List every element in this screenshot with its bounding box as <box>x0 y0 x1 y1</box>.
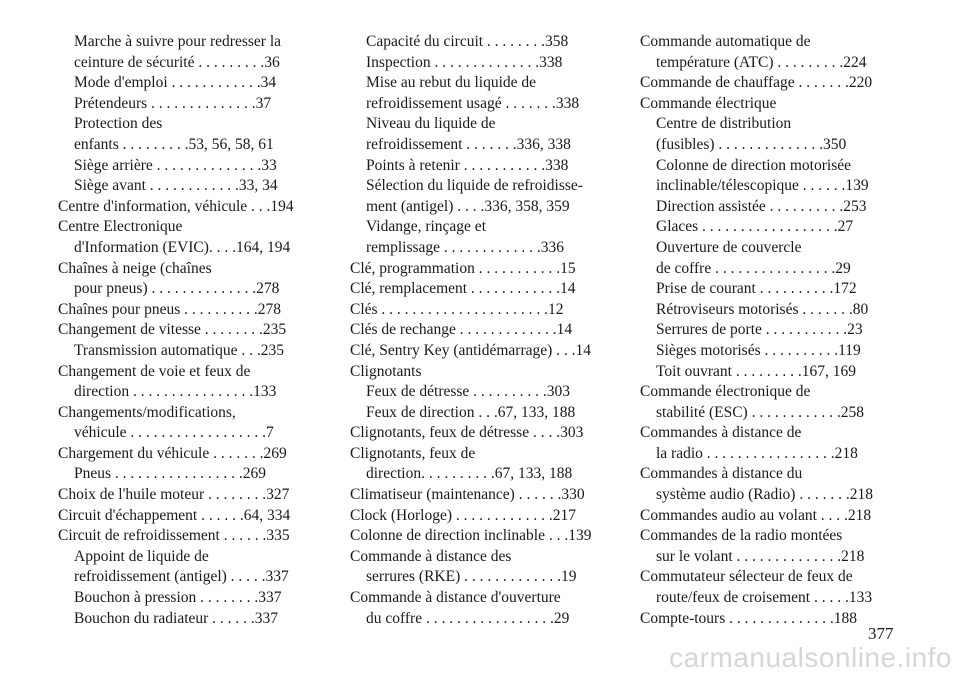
index-entry: Clock (Horloge) . . . . . . . . . . . . .217 <box>350 506 577 524</box>
index-entry: Sélection du liquide de refroidisse- <box>366 177 583 195</box>
index-entry: Prétendeurs . . . . . . . . . . . . . .37 <box>74 94 272 112</box>
index-entry: Marche à suivre pour redresser la <box>74 33 282 50</box>
index-entry: Glaces . . . . . . . . . . . . . . . . . .27 <box>656 218 854 236</box>
index-entry: enfants . . . . . . . . .53, 56, 58, 61 <box>74 135 274 153</box>
index-entry: Appoint de liquide de <box>74 547 209 565</box>
index-entry: d'Information (EVIC). . . .164, 194 <box>74 238 291 256</box>
index-entry: Commande électrique <box>640 94 777 112</box>
index-entry: Chaînes à neige (chaînes <box>58 259 212 277</box>
index-entry: Centre Electronique <box>58 218 183 236</box>
index-entry: Clignotants, feux de <box>350 444 476 462</box>
index-entry: Clignotants, feux de détresse . . . .303 <box>350 424 584 442</box>
index-entry: Chaînes pour pneus . . . . . . . . . .278 <box>58 300 282 318</box>
index-entry: direction . . . . . . . . . . . . . . . .133 <box>74 383 277 401</box>
index-entry: Changement de vitesse . . . . . . . .235 <box>58 321 287 339</box>
index-entry: Siège avant . . . . . . . . . . . .33, 34 <box>74 177 278 195</box>
index-column-2 <box>350 32 608 629</box>
index-entry: Bouchon à pression . . . . . . . .337 <box>74 589 282 607</box>
index-entry: Centre d'information, véhicule . . .194 <box>58 197 294 215</box>
index-entry: direction. . . . . . . . . .67, 133, 188 <box>366 465 573 483</box>
index-entry: Commande automatique de <box>640 33 811 50</box>
index-entry: Rétroviseurs motorisés . . . . . . .80 <box>656 300 869 318</box>
index-entry: Choix de l'huile moteur . . . . . . . .327 <box>58 486 290 504</box>
index-entry: Capacité du circuit . . . . . . . .358 <box>366 33 569 50</box>
index-entry: Feux de détresse . . . . . . . . . .303 <box>366 383 571 401</box>
index-entry: refroidissement . . . . . . .336, 338 <box>366 135 571 153</box>
index-entry: de coffre . . . . . . . . . . . . . . . .29 <box>656 259 851 277</box>
index-entry: Clé, programmation . . . . . . . . . . .15 <box>350 259 576 277</box>
index-entry: Commande électronique de <box>640 383 811 401</box>
index-entry: Feux de direction . . .67, 133, 188 <box>366 403 576 421</box>
watermark: carmanualsonline.info <box>669 642 952 673</box>
index-entry: refroidissement (antigel) . . . . .337 <box>74 568 289 586</box>
index-entry: Mise au rebut du liquide de <box>366 74 537 92</box>
index-entry: Changement de voie et feux de <box>58 362 251 380</box>
index-entry: Climatiseur (maintenance) . . . . . .330 <box>350 486 585 504</box>
index-entry: Ouverture de couvercle <box>656 238 802 256</box>
index-entry: la radio . . . . . . . . . . . . . . . . .218 <box>656 444 858 462</box>
page-number: 377 <box>868 624 894 643</box>
index-entry: Commande à distance d'ouverture <box>350 589 561 607</box>
index-entry: Direction assistée . . . . . . . . . .253 <box>656 197 867 215</box>
index-entry: Siège arrière . . . . . . . . . . . . . .33 <box>74 156 277 174</box>
index-column-3 <box>640 32 898 629</box>
index-entry: Clé, Sentry Key (antidémarrage) . . .14 <box>350 341 592 359</box>
index-entry: Mode d'emploi . . . . . . . . . . . .34 <box>74 74 277 92</box>
index-entry: Clés de rechange . . . . . . . . . . . . .14 <box>350 321 573 339</box>
index-entry: Serrures de porte . . . . . . . . . . .23 <box>656 321 863 339</box>
index-entry: température (ATC) . . . . . . . . .224 <box>656 53 867 71</box>
index-entry: Commande de chauffage . . . . . . .220 <box>640 74 873 92</box>
index-entry: Circuit d'échappement . . . . . .64, 334 <box>58 506 291 524</box>
index-entry: ment (antigel) . . . .336, 358, 359 <box>366 197 570 215</box>
index-entry: Commandes audio au volant . . . .218 <box>640 506 872 524</box>
index-entry: serrures (RKE) . . . . . . . . . . . . .19 <box>366 568 577 586</box>
index-entry: Compte-tours . . . . . . . . . . . . . .188 <box>640 609 857 627</box>
index-entry: route/feux de croisement . . . . .133 <box>656 589 873 607</box>
index-entry: Commande à distance des <box>350 547 512 565</box>
index-entry: Colonne de direction motorisée <box>656 156 851 174</box>
index-entry: Bouchon du radiateur . . . . . .337 <box>74 609 279 627</box>
index-entry: véhicule . . . . . . . . . . . . . . . . . .7 <box>74 424 274 442</box>
index-entry: Circuit de refroidissement . . . . . .335 <box>58 527 290 545</box>
index-entry: Pneus . . . . . . . . . . . . . . . . .269 <box>74 465 267 483</box>
index-entry: Transmission automatique . . .235 <box>74 341 284 359</box>
index-entry: Commandes de la radio montées <box>640 527 843 545</box>
index-entry: Clignotants <box>350 362 422 380</box>
index-entry: inclinable/télescopique . . . . . .139 <box>656 177 869 195</box>
index-entry: Centre de distribution <box>656 115 792 133</box>
index-entry: (fusibles) . . . . . . . . . . . . . .350 <box>656 135 847 153</box>
index-entry: Clé, remplacement . . . . . . . . . . . .14 <box>350 280 576 298</box>
index-entry: Chargement du véhicule . . . . . . .269 <box>58 444 287 462</box>
index-entry: Inspection . . . . . . . . . . . . . .338 <box>366 53 563 71</box>
index-entry: pour pneus) . . . . . . . . . . . . . .278 <box>74 280 280 298</box>
index-entry: Protection des <box>74 115 163 133</box>
index-entry: système audio (Radio) . . . . . . .218 <box>656 486 873 504</box>
index-entry: Niveau du liquide de <box>366 115 496 133</box>
index-column-1 <box>58 32 316 629</box>
index-entry: Commutateur sélecteur de feux de <box>640 568 853 586</box>
index-entry: du coffre . . . . . . . . . . . . . . . . .29 <box>366 609 570 627</box>
index-entry: stabilité (ESC) . . . . . . . . . . . .258 <box>656 403 864 421</box>
index-entry: Colonne de direction inclinable . . .139 <box>350 527 592 545</box>
index-entry: refroidissement usagé . . . . . . .338 <box>366 94 580 112</box>
index-entry: sur le volant . . . . . . . . . . . . . .218 <box>656 547 865 565</box>
index-entry: Prise de courant . . . . . . . . . .172 <box>656 280 857 298</box>
index-entry: Vidange, rinçage et <box>366 218 486 236</box>
index-entry: Commandes à distance de <box>640 424 802 442</box>
index-entry: Changements/modifications, <box>58 403 236 421</box>
index-entry: remplissage . . . . . . . . . . . . .336 <box>366 238 565 256</box>
index-entry: Points à retenir . . . . . . . . . . .338 <box>366 156 569 174</box>
index-entry: Toit ouvrant . . . . . . . . .167, 169 <box>656 362 856 380</box>
index-entry: Sièges motorisés . . . . . . . . . .119 <box>656 341 861 359</box>
index-entry: Clés . . . . . . . . . . . . . . . . . . . . . .12 <box>350 300 564 318</box>
index-entry: Commandes à distance du <box>640 465 803 483</box>
index-entry: ceinture de sécurité . . . . . . . . .36 <box>74 53 280 71</box>
